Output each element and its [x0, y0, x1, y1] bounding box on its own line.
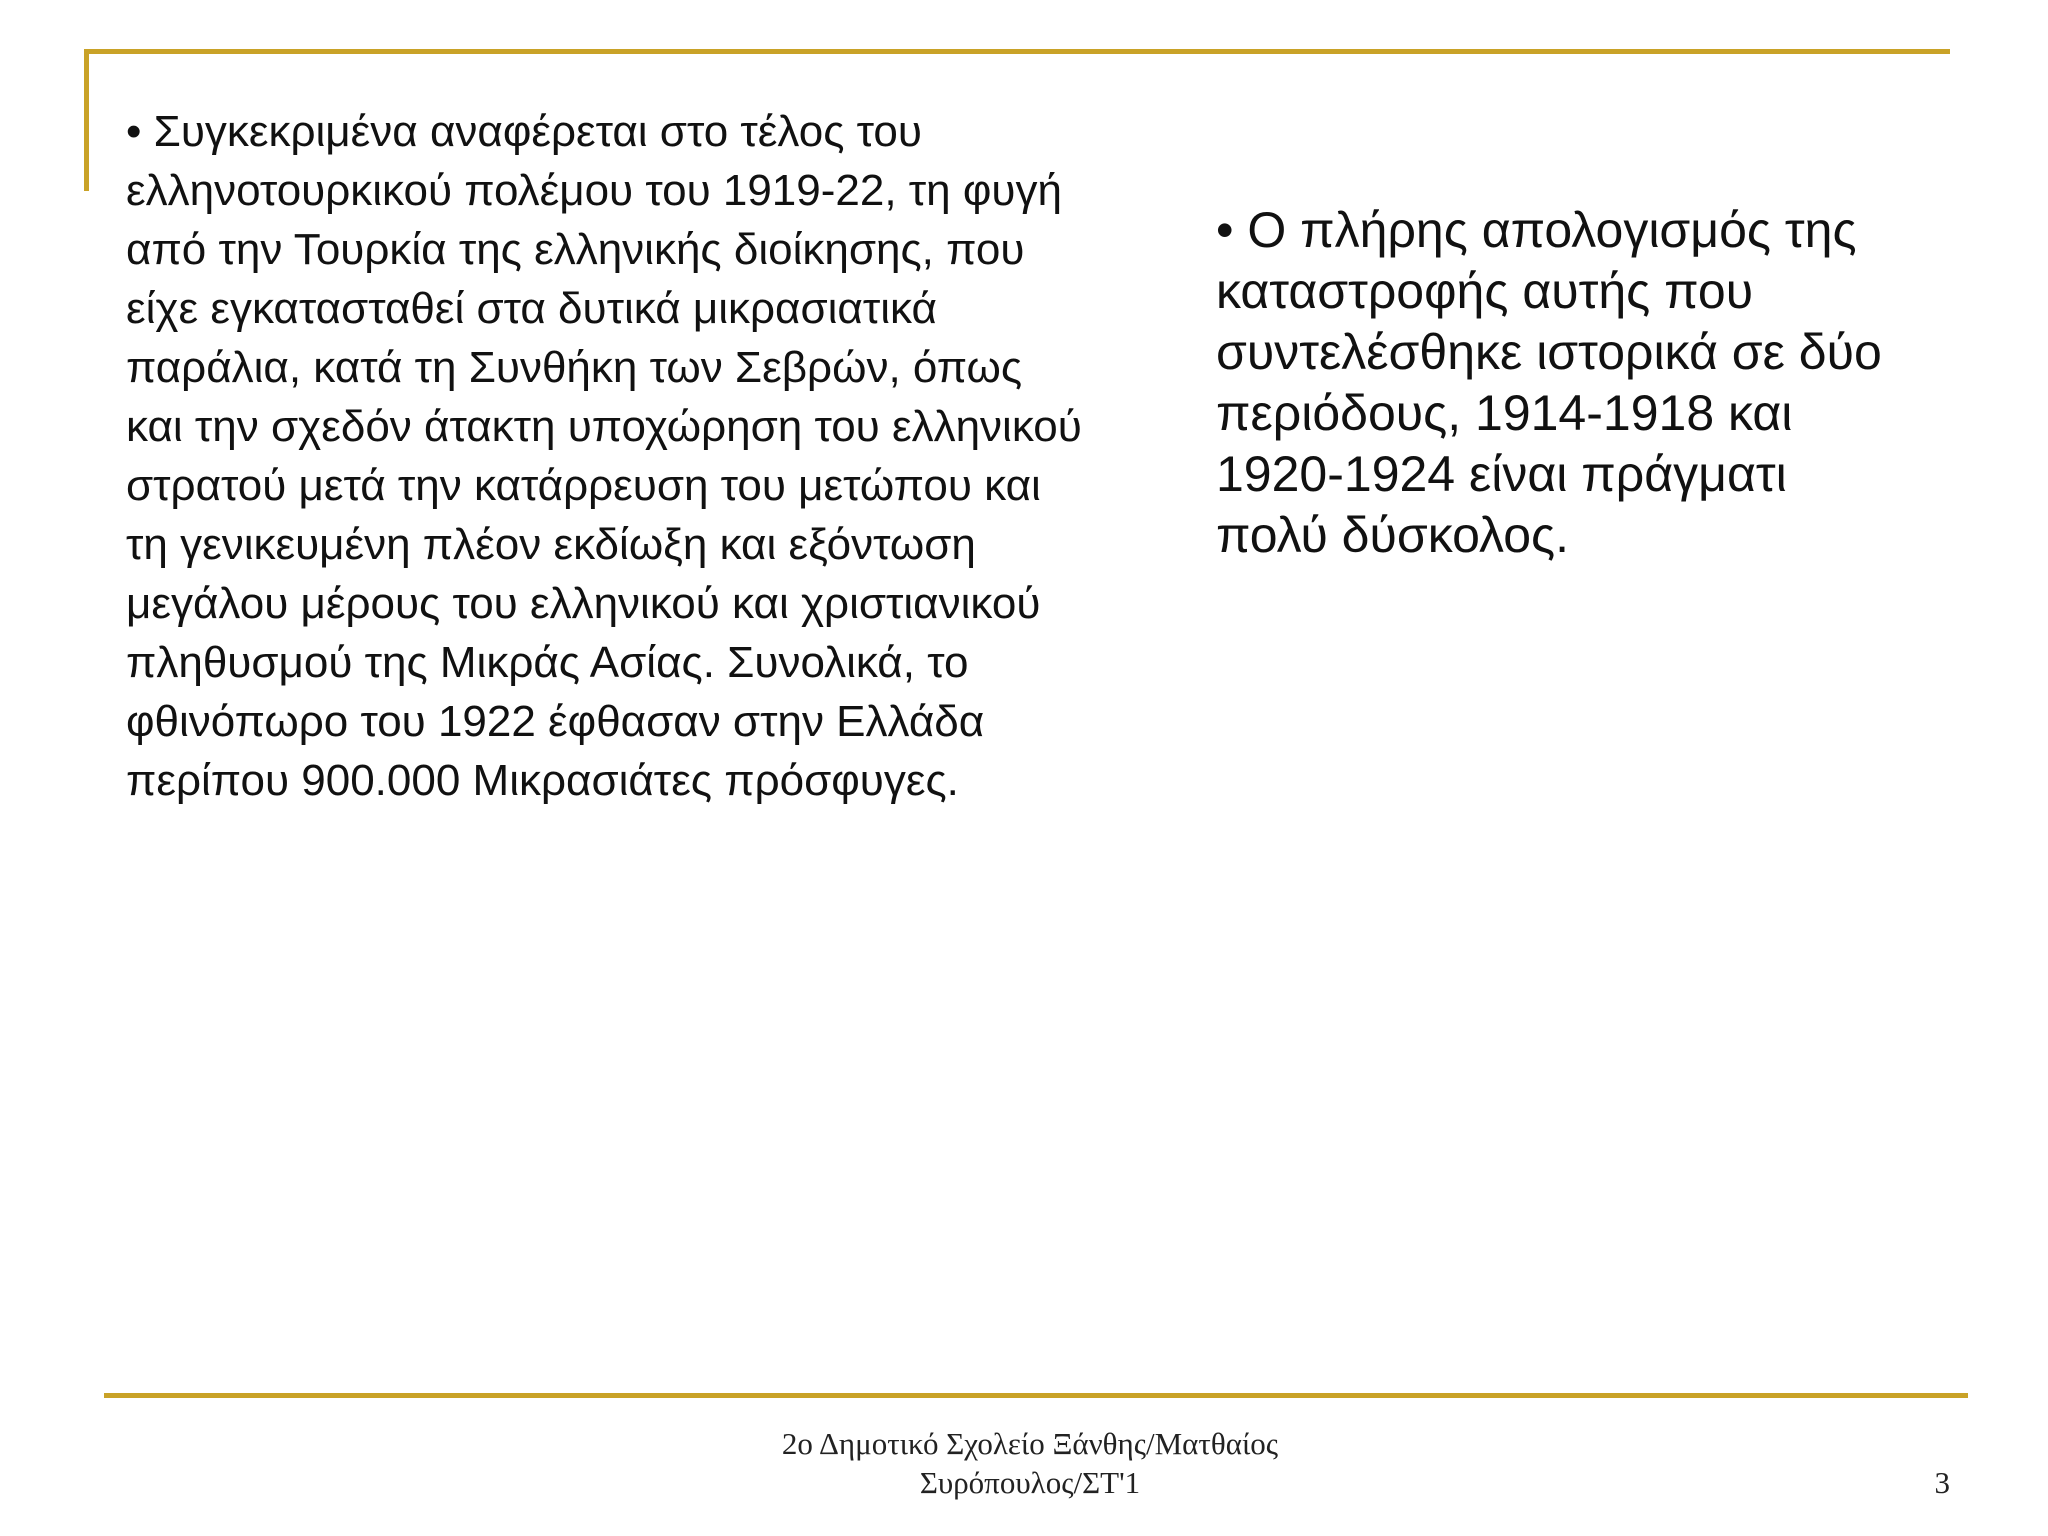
page-number: 3 [1934, 1465, 1950, 1500]
footer-credit-line-1: 2ο Δημοτικό Σχολείο Ξάνθης/Ματθαίος [781, 1426, 1279, 1461]
footer-credit-line-2: Συρόπουλος/ΣΤ'1 [919, 1465, 1141, 1500]
footer-credit [700, 1424, 1360, 1502]
left-paragraph: • Συγκεκριμένα αναφέρεται στο τέλος του ελληνοτουρκικού πολέμου του 1919-22, τη φυγή από την Τουρκία της ελληνικής διοίκησης, που είχε εγκατασταθεί στα δυτικά μικρασιατικά παράλια, κατά τη Συνθήκη των Σεβρών, όπως και την σχεδόν άτακτη υποχώρηση του ελληνικού στρατού μετά την κατάρρευση του μετώπου και τη γενικευμένη πλέον εκδίωξη και εξόντωση μεγάλου μέρους του ελληνικού και χριστιανικού πληθυσμού της Μικράς Ασίας. Συνολικά, το φθινόπωρο του 1922 έφθασαν στην Ελλάδα περίπου 900.000 Μικρασιάτες πρόσφυγες. [126, 107, 1082, 805]
right-paragraph: • Ο πλήρης απολογισμός της καταστροφής αυτής που συντελέσθηκε ιστορικά σε δύο περιόδους, 1914-1918 και 1920-1924 είναι πράγματι πολύ δύσκολος. [1216, 202, 1882, 563]
footer-accent-rule [104, 1393, 1968, 1398]
left-accent-rule [84, 49, 89, 191]
top-accent-rule [86, 49, 1950, 54]
